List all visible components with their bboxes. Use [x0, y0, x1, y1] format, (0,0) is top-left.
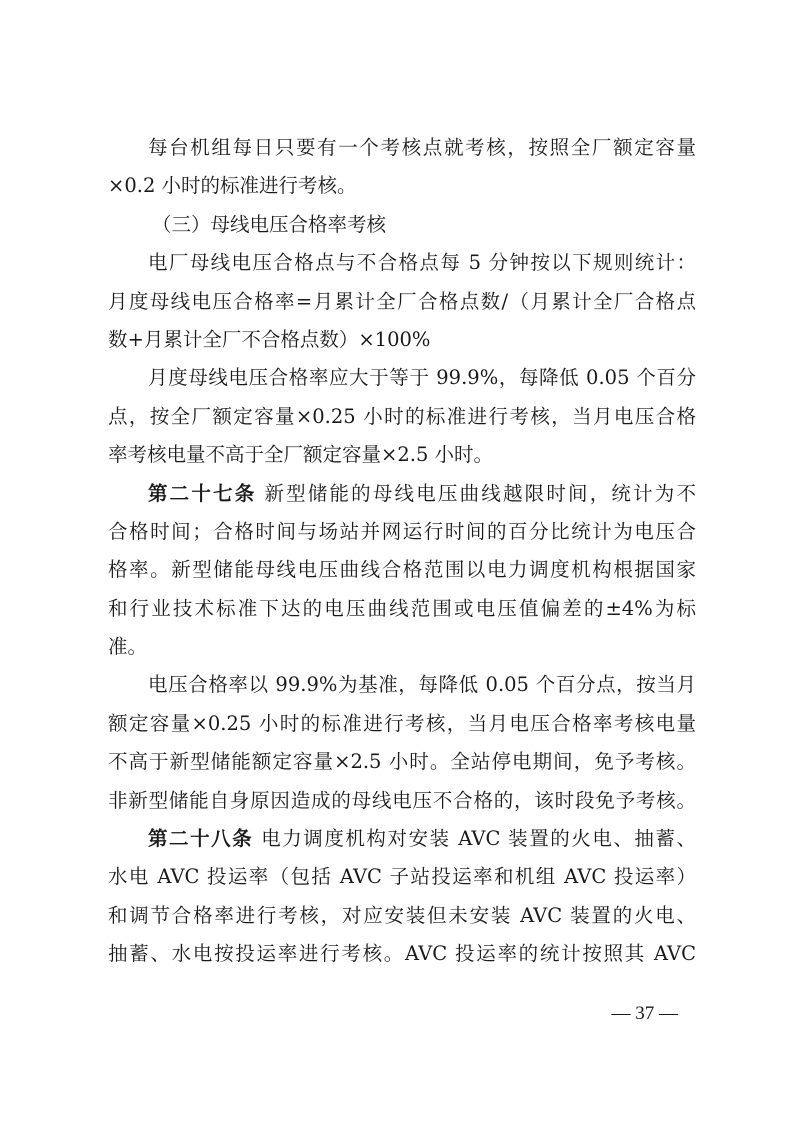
paragraph-line: 月度母线电压合格率应大于等于 99.9%，每降低 0.05 个百分	[148, 366, 696, 390]
formula-line: 月度母线电压合格率=月累计全厂合格点数/（月累计全厂合格点	[108, 289, 696, 313]
article-28-line	[108, 820, 696, 858]
paragraph-line: 每台机组每日只要有一个考核点就考核，按照全厂额定容量	[148, 136, 696, 159]
article-28-title: 第二十八条	[148, 827, 254, 851]
paragraph-line: 率考核电量不高于全厂额定容量×2.5 小时。	[108, 443, 494, 467]
article-28-text: 电力调度机构对安装 AVC 装置的火电、抽蓄、	[261, 827, 696, 851]
formula-line: 数+月累计全厂不合格点数）×100%	[108, 327, 431, 351]
paragraph-line: 和调节合格率进行考核，对应安装但未安装 AVC 装置的火电、	[108, 903, 696, 927]
paragraph-line: 不高于新型储能额定容量×2.5 小时。全站停电期间，免予考核。	[108, 750, 696, 774]
paragraph-line: 合格时间；合格时间与场站并网运行时间的百分比统计为电压合	[108, 519, 696, 543]
article-27-title: 第二十七条	[148, 481, 257, 505]
page-number: — 37 —	[611, 1003, 678, 1024]
article-27-text: 新型储能的母线电压曲线越限时间，统计为不	[264, 481, 696, 505]
paragraph-line: 和行业技术标准下达的电压曲线范围或电压值偏差的±4%为标	[108, 596, 696, 620]
paragraph-line: 格率。新型储能母线电压曲线合格范围以电力调度机构根据国家	[108, 558, 696, 582]
paragraph-line: 准。	[108, 635, 148, 659]
paragraph-line: 非新型储能自身原因造成的母线电压不合格的，该时段免予考核。	[108, 788, 696, 812]
paragraph-line: ×0.2 小时的标准进行考核。	[108, 174, 357, 198]
paragraph-line: 电厂母线电压合格点与不合格点每 5 分钟按以下规则统计：	[148, 251, 696, 275]
paragraph-line: 抽蓄、水电按投运率进行考核。AVC 投运率的统计按照其 AVC	[108, 942, 696, 966]
paragraph-line: 水电 AVC 投运率（包括 AVC 子站投运率和机组 AVC 投运率）	[108, 865, 696, 889]
paragraph-line: 电压合格率以 99.9%为基准，每降低 0.05 个百分点，按当月	[148, 673, 696, 697]
paragraph-line: 额定容量×0.25 小时的标准进行考核，当月电压合格率考核电量	[108, 711, 696, 735]
document-body	[108, 129, 696, 974]
section-heading: （三）母线电压合格率考核	[152, 212, 387, 236]
article-27-line	[108, 475, 696, 513]
paragraph-line: 点，按全厂额定容量×0.25 小时的标准进行考核，当月电压合格	[108, 404, 696, 428]
